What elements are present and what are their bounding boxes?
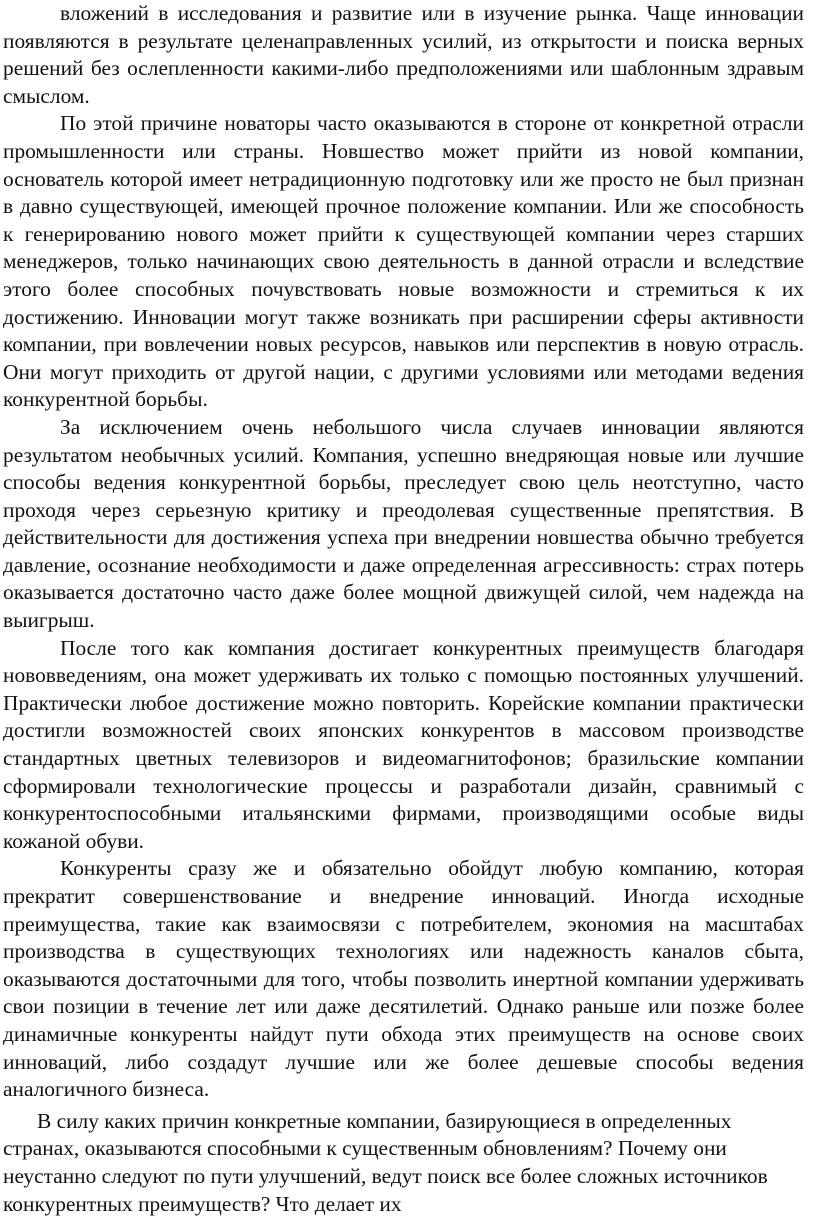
paragraph-continuation: вложений в исследования и развитие или в изучение рынка. Чаще инновации появляются в результате целенаправленных усилий, из открытости и поиска верных решений без ослепленности какими-либо предположениями или шаблонным здравым смыслом.: [3, 1, 804, 108]
paragraph-unusual-efforts: За исключением очень небольшого числа случаев инновации являются результатом необычных усилий. Компания, успешно внедряющая новые или лучшие способы ведения конкурентной борьбы, преследует свою цель неотступно, часто проходя через серьезную критику и преодолевая существенные препятствия. В действительности для достижения успеха при внедрении новшества обычно требуется давление, осознание необходимости и даже определенная агрессивность: страх потерь оказывается достаточно часто даже более мощной движущей силой, чем надежда на выигрыш.: [3, 414, 804, 633]
paragraph-continuous-improvement: После того как компания достигает конкурентных преимуществ благодаря нововведениям, она может удерживать их только с помощью постоянных улучшений. Практически любое достижение можно повторить. Корейские компании практически достигли возможностей своих японских конкурентов в массовом производстве стандартных цветных телевизоров и видеомагнитофонов; бразильские компании сформировали технологические процессы и разработали дизайн, сравнимый с конкурентоспособными итальянскими фирмами, производящими особые виды кожаной обуви.: [3, 635, 804, 853]
paragraph-competitors: Конкуренты сразу же и обязательно обойдут любую компанию, которая прекратит совершенствование и внедрение инноваций. Иногда исходные преимущества, такие как взаимосвязи с потребителем, экономия на масштабах производства в существующих технологиях или надежность каналов сбыта, оказываются достаточными для того, чтобы позволить инертной компании удерживать свои позиции в течение лет или даже десятилетий. Однако раньше или позже более динамичные конкуренты найдут пути обхода этих преимуществ на основе своих инноваций, либо создадут лучшие или же более дешевые способы ведения аналогичного бизнеса.: [3, 856, 804, 1102]
paragraph-innovators: По этой причине новаторы часто оказываются в стороне от конкретной отрасли промышленности или страны. Новшество может прийти из новой компании, основатель которой имеет нетрадиционную подготовку или же просто не был признан в давно существующей, имеющей прочное положение компании. Или же способность к генерированию нового может прийти к существующей компании через старших менеджеров, только начинающих свою деятельность в данной отрасли и вследствие этого более способных почувствовать новые возможности и стремиться к их достижению. Инновации могут также возникать при расширении сферы активности компании, при вовлечении новых ресурсов, навыков или перспектив в новую отрасль. Они могут приходить от другой нации, с другими условиями или методами ведения конкурентной борьбы.: [3, 111, 804, 412]
question-paragraph: В силу каких причин конкретные компании, базирующиеся в определенных странах, оказываются способными к существенным обновлениям? Почему они неустанно следуют по пути улучшений, ведут поиск все более сложных источников конкурентных преимуществ? Что делает их: [3, 1108, 768, 1216]
